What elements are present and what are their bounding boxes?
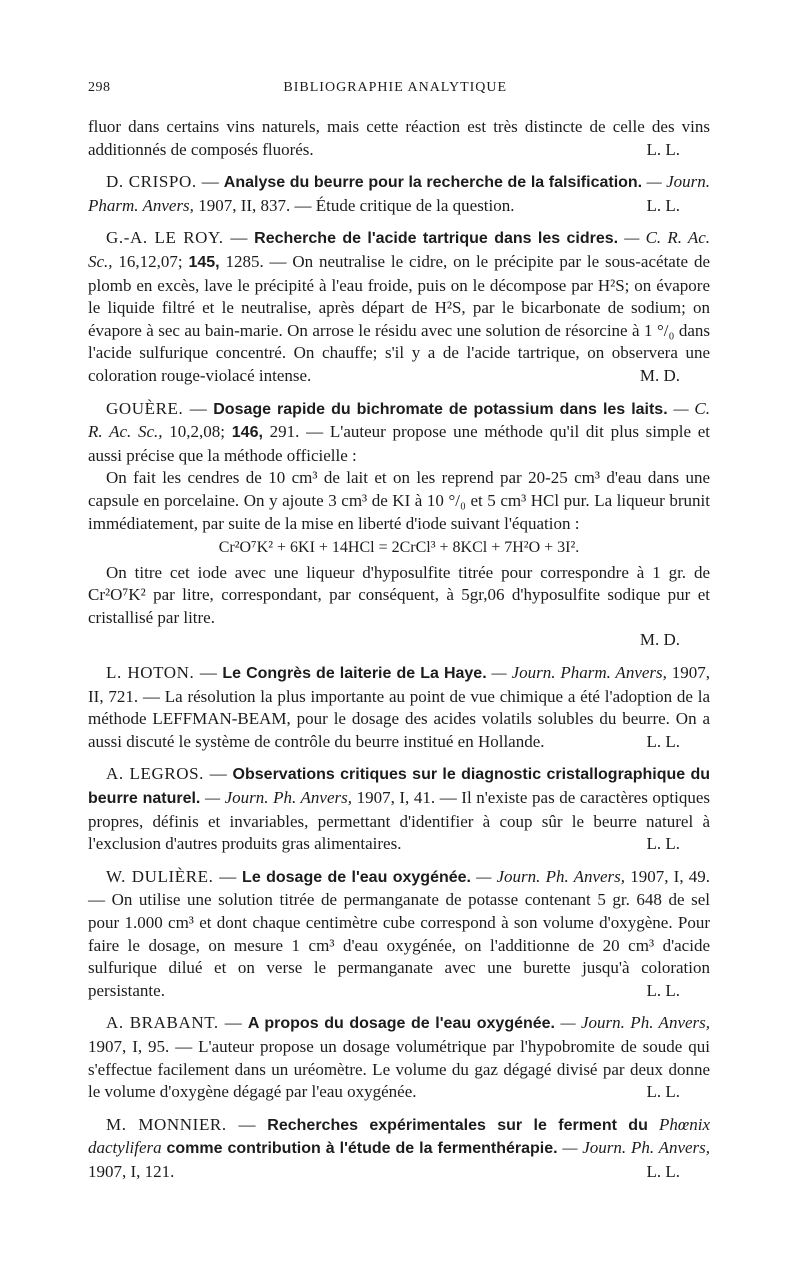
entry-signature: L. L. bbox=[646, 731, 680, 751]
entry-source: — Journ. Ph. Anvers, bbox=[476, 866, 626, 886]
entry-hoton bbox=[88, 662, 710, 753]
page bbox=[88, 80, 710, 1194]
entry-body: 1907, I, 95. — L'auteur propose un dosage volumétrique par l'hypobromite de soude qui s'effectue facilement dans un uréomètre. Le volume du gaz dégagé divisé par deux donne le volume d'oxygène dégagé par l'eau oxygénée. bbox=[88, 1036, 710, 1102]
entry-legros bbox=[88, 763, 710, 855]
entry-le-roy bbox=[88, 227, 710, 387]
entry-signature: M. D. bbox=[639, 630, 680, 650]
entry-source: — Journ. Ph. Anvers, bbox=[204, 788, 352, 808]
entry-source: — Journ. Ph. Anvers, bbox=[562, 1138, 711, 1158]
entry-text: fluor dans certains vins naturels, mais cette réaction est très distincte de celle des vins additionnés de composés fluorés. bbox=[88, 117, 710, 159]
entry-ref: 16,12,07; bbox=[118, 251, 183, 271]
entry-crispo bbox=[88, 171, 710, 217]
entry-title: Observations critiques sur le diagnostic cristallographique du beurre naturel. bbox=[88, 766, 711, 808]
entry-ref: 10,2,08; bbox=[169, 422, 226, 442]
chemical-equation: Cr²O⁷K² + 6KI + 14HCl = 2CrCl³ + 8KCl + 7H²O + 3I². bbox=[218, 539, 580, 557]
entry-signature: L. L. bbox=[646, 139, 680, 159]
entry-title: Dosage rapide du bichromate de potassium dans les laits. bbox=[213, 400, 668, 418]
entry-monnier bbox=[88, 1114, 710, 1184]
entry-duliere bbox=[88, 866, 710, 1003]
entry-author: M. MONNIER. — bbox=[106, 1114, 257, 1134]
entry-body: 1907, I, 41. — Il n'existe pas de caractères optiques propres, définis et invariables, permettant d'identifier à coup sûr le beurre naturel à l'exclusion d'autres produits gras alimentaires. bbox=[88, 788, 711, 854]
running-title: BIBLIOGRAPHIE ANALYTIQUE bbox=[283, 80, 508, 95]
entry-ref-volume: 145, bbox=[188, 253, 220, 271]
entry-body: 1907, I, 121. bbox=[88, 1161, 175, 1181]
entry-continuation bbox=[88, 116, 710, 161]
entry-body: 1285. — On neutralise le cidre, on le précipite par le sous-acétate de plomb en excès, lave le précipité à l'eau froide, puis on le décompose par H²S; on évapore le liquide filtré et le neutralise, après départ de H²S, par le bicarbonate de sodium; on évapore à sec au bain-marie. On arrose le résidu avec une solution de résorcine à 1 °/₀ dans l'acide sulfurique concentré. On chauffe; s'il y a de l'acide tartrique, on observera une coloration rouge-violacé intense. bbox=[88, 251, 710, 385]
entry-author: W. DULIÈRE. — bbox=[106, 866, 237, 886]
entry-source: — C. R. Ac. Sc., bbox=[88, 398, 711, 442]
entry-title-continued: comme contribution à l'étude de la fermenthérapie. bbox=[166, 1140, 558, 1158]
entry-signature: L. L. bbox=[646, 1161, 680, 1181]
entry-source: — Journ. Pharm. Anvers, bbox=[491, 663, 667, 683]
entry-body: 1907, II, 721. — La résolution la plus importante au point de vue chimique a été l'adoption de la méthode LEFFMAN-BEAM, pour le dosage des acides volatils solubles du beurre. On a aussi discuté le système de contrôle du beurre institué en Hollande. bbox=[88, 663, 711, 751]
entry-signature: M. D. bbox=[639, 365, 680, 385]
entry-body-paragraph: On titre cet iode avec une liqueur d'hyposulfite titrée pour correspondre à 1 gr. de Cr²O⁷K² par litre, correspondant, par conséquent, à 5gr,06 d'hyposulfite sodique pur et cristallisé par litre. bbox=[88, 562, 710, 627]
entry-brabant bbox=[88, 1012, 710, 1103]
entry-author: D. CRISPO. — bbox=[106, 172, 220, 192]
entry-author: A. BRABANT. — bbox=[106, 1013, 243, 1033]
entry-title: Recherches expérimentales sur le ferment du bbox=[267, 1116, 648, 1134]
entry-body-paragraph: On fait les cendres de 10 cm³ de lait et on les reprend par 20-25 cm³ d'eau dans une capsule en porcelaine. On y ajoute 3 cm³ de KI à 10 °/₀ et 5 cm³ HCl pur. La liqueur brunit immédiatement, par suite de la mise en liberté d'iode suivant l'équation : bbox=[88, 468, 710, 533]
entry-title: Analyse du beurre pour la recherche de la falsification. bbox=[223, 174, 643, 192]
entry-body: 1907, I, 49. — On utilise une solution titrée de permanganate de potasse contenant 5 gr. 648 de sel pour 1.000 cm³ et dont chaque centimètre cube correspond à son volume d'oxygène. Pour faire le dosage, on mesure 1 cm³ d'eau oxygénée, on l'additionne de 20 cm³ d'acide sulfurique dilué et on verse le permanganate avec une burette jusqu'à coloration persistante. bbox=[88, 866, 711, 1000]
entry-gouere bbox=[88, 398, 710, 653]
entry-ref-volume: 146, bbox=[231, 424, 263, 442]
entry-source: — Journ. Ph. Anvers, bbox=[560, 1013, 711, 1033]
entry-source: — C. R. Ac. Sc., bbox=[88, 228, 711, 271]
entry-title-species: Phœnix dactylifera bbox=[88, 1114, 711, 1158]
entry-signature: L. L. bbox=[646, 834, 680, 854]
entry-body: 291. — L'auteur propose une méthode qu'il dit plus simple et aussi précise que la méthode officielle : bbox=[88, 422, 711, 465]
entry-author: L. HOTON. — bbox=[106, 663, 218, 683]
entry-signature: L. L. bbox=[646, 195, 680, 215]
entry-signature: L. L. bbox=[646, 1082, 680, 1102]
entry-signature: L. L. bbox=[646, 980, 680, 1000]
entry-author: GOUÈRE. — bbox=[106, 398, 208, 418]
entry-title: A propos du dosage de l'eau oxygénée. bbox=[247, 1015, 556, 1033]
page-header bbox=[88, 80, 710, 96]
entry-author: G.-A. LE ROY. — bbox=[106, 228, 248, 248]
page-number: 298 bbox=[88, 80, 111, 95]
entry-author: A. LEGROS. — bbox=[106, 764, 228, 784]
entry-source: — Journ. Pharm. Anvers, bbox=[88, 172, 711, 215]
entry-body: 1907, II, 837. — Étude critique de la question. bbox=[198, 195, 515, 215]
entry-title: Recherche de l'acide tartrique dans les cidres. bbox=[254, 230, 619, 248]
entry-title: Le dosage de l'eau oxygénée. bbox=[242, 868, 471, 886]
entry-title: Le Congrès de laiterie de La Haye. bbox=[222, 665, 487, 683]
